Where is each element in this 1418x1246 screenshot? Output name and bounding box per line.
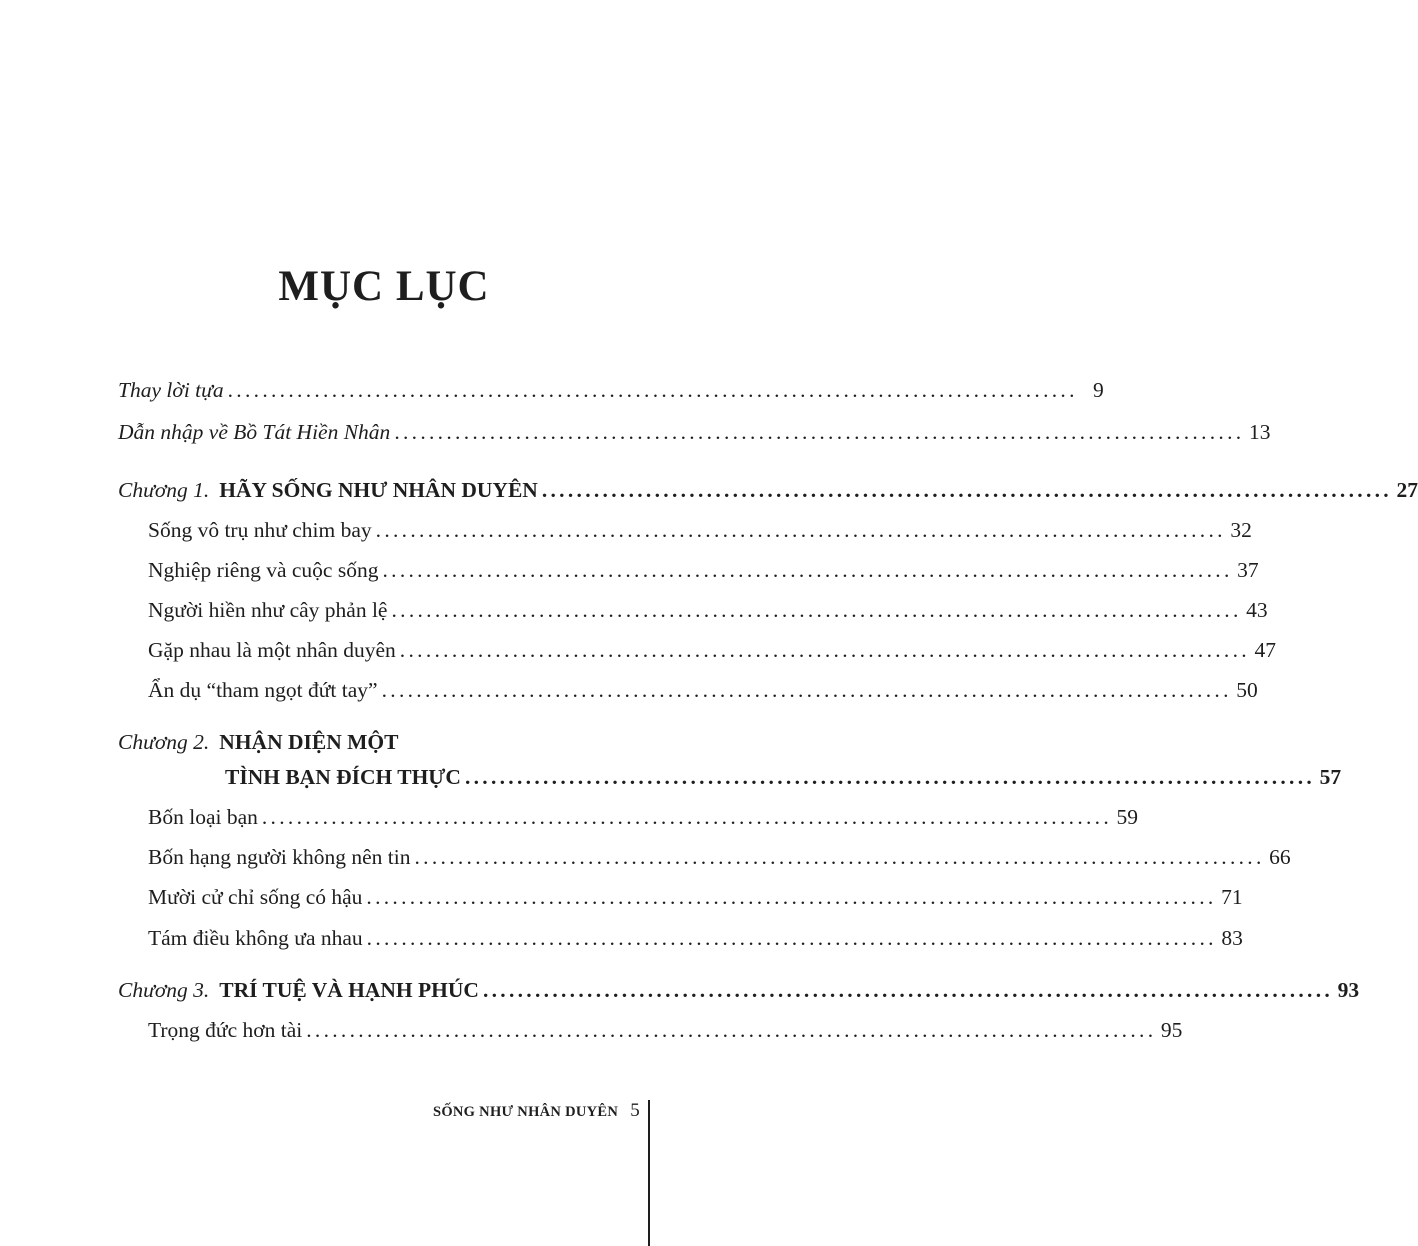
toc-page-number: 95 — [1160, 1018, 1183, 1042]
folio-page-number: 5 — [630, 1100, 640, 1121]
toc-entry[interactable] — [148, 518, 1252, 543]
toc-page-number: 13 — [1248, 420, 1271, 444]
toc-entry-label: Nghiệp riêng và cuộc sống — [148, 558, 379, 582]
toc-page-number: 50 — [1236, 678, 1258, 702]
toc-entry-label: Dẫn nhập về Bồ Tát Hiền Nhân — [118, 420, 391, 444]
toc-page-number: 83 — [1221, 926, 1243, 950]
toc-chapter-label — [118, 730, 398, 755]
vertical-rule — [648, 1100, 650, 1246]
page-title: MỤC LỤC — [278, 263, 490, 310]
dot-leader: .................................................................................................. — [414, 845, 1265, 869]
dot-leader: .................................................................................................. — [261, 805, 1113, 829]
toc-entry-label: Trọng đức hơn tài — [148, 1018, 303, 1042]
dot-leader: .................................................................................................. — [366, 885, 1217, 909]
toc-page-number: 93 — [1337, 978, 1360, 1002]
dot-leader: .................................................................................................. — [375, 518, 1226, 542]
chapter-prefix: Chương 3. — [118, 978, 210, 1002]
toc-page-number: 59 — [1116, 805, 1139, 829]
toc-entry[interactable] — [148, 805, 1139, 830]
toc-entry-label: Thay lời tựa — [118, 378, 224, 402]
toc-entry-label: Mười cử chỉ sống có hậu — [148, 885, 363, 909]
toc-entry-label: Ẩn dụ “tham ngọt đứt tay” — [148, 678, 378, 702]
dot-leader: .................................................................................................. — [382, 558, 1233, 582]
toc-entry-label: Bốn hạng người không nên tin — [148, 845, 411, 869]
toc-entry[interactable] — [148, 558, 1259, 583]
toc-entry[interactable] — [148, 1018, 1183, 1043]
toc-entry-label: Bốn loại bạn — [148, 805, 258, 829]
toc-entry-preface[interactable] — [118, 378, 1104, 403]
toc-chapter-1[interactable] — [118, 478, 1418, 503]
chapter-title: TRÍ TUỆ VÀ HẠNH PHÚC — [219, 978, 479, 1002]
toc-entry-label: Gặp nhau là một nhân duyên — [148, 638, 396, 662]
chapter-prefix: Chương 2. — [118, 730, 210, 754]
chapter-prefix: Chương 1. — [118, 478, 210, 502]
toc-entry[interactable] — [148, 638, 1276, 663]
dot-leader: .................................................................................................. — [394, 420, 1245, 444]
toc-page-number: 57 — [1319, 765, 1342, 789]
chapter-title: NHẬN DIỆN MỘT — [219, 730, 399, 754]
toc-page-number: 43 — [1246, 598, 1268, 622]
toc-chapter-label — [118, 978, 479, 1003]
toc-chapter-2[interactable] — [118, 730, 648, 755]
toc-chapter-2-continued[interactable] — [118, 765, 1342, 790]
dot-leader: .................................................................................................. — [399, 638, 1250, 662]
running-title: SỐNG NHƯ NHÂN DUYÊN — [432, 1104, 619, 1120]
toc-entry-label: Người hiền như cây phản lệ — [148, 598, 388, 622]
toc-entry-label: Tám điều không ưa nhau — [148, 926, 363, 950]
toc-entry[interactable] — [148, 678, 1258, 703]
toc-page-number: 32 — [1230, 518, 1252, 542]
toc-chapter-3[interactable] — [118, 978, 1360, 1003]
dot-leader: .................................................................................................. — [541, 478, 1392, 502]
toc-entry[interactable] — [148, 598, 1268, 623]
dot-leader: .................................................................................................. — [464, 765, 1316, 789]
toc-chapter-label — [118, 478, 538, 503]
toc-entry-introduction[interactable] — [118, 420, 1271, 445]
dot-leader: .................................................................................................. — [482, 978, 1334, 1002]
dot-leader: .................................................................................................. — [391, 598, 1242, 622]
toc-page-number: 66 — [1269, 845, 1291, 869]
toc-entry[interactable] — [148, 885, 1243, 910]
toc-entry[interactable] — [148, 926, 1243, 951]
dot-leader: .................................................................................................. — [306, 1018, 1157, 1042]
chapter-title: HÃY SỐNG NHƯ NHÂN DUYÊN — [219, 478, 538, 502]
dot-leader: .................................................................................................. — [366, 926, 1217, 950]
toc-entry[interactable] — [148, 845, 1291, 870]
toc-page-number: 71 — [1221, 885, 1243, 909]
dot-leader: .................................................................................................. — [227, 378, 1078, 402]
chapter-title: TÌNH BẠN ĐÍCH THỰC — [225, 765, 461, 789]
toc-page-number: 9 — [1093, 378, 1104, 402]
toc-page-number: 37 — [1237, 558, 1259, 582]
toc-entry-label: Sống vô trụ như chim bay — [148, 518, 372, 542]
dot-leader: .................................................................................................. — [381, 678, 1232, 702]
toc-page-number: 27 — [1396, 478, 1418, 502]
toc-page-number: 47 — [1254, 638, 1276, 662]
page-footer — [0, 1100, 640, 1122]
